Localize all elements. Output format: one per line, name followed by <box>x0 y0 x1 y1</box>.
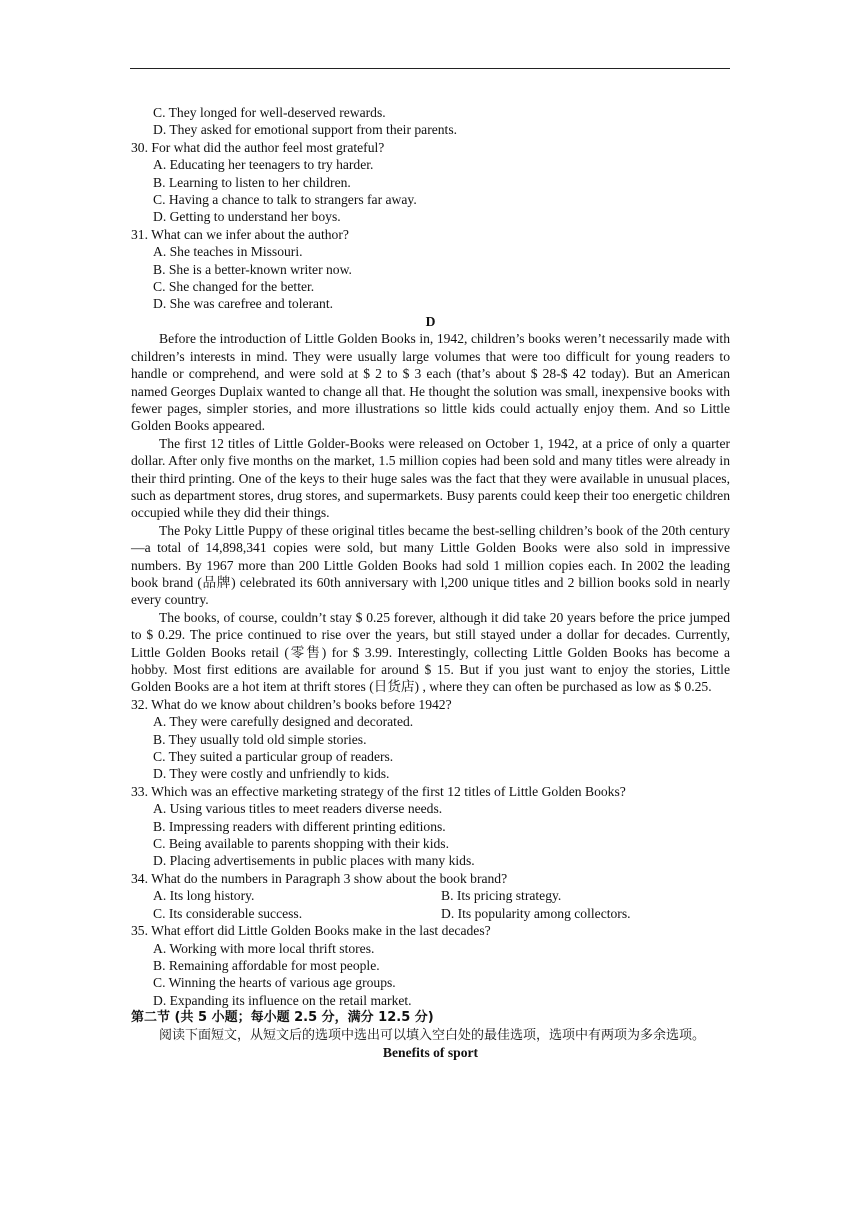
q30-option-c: C. Having a chance to talk to strangers far away. <box>153 192 417 208</box>
q31-option-c: C. She changed for the better. <box>153 279 315 295</box>
q34-option-b: B. Its pricing strategy. <box>441 888 562 904</box>
q29-option-d: D. They asked for emotional support from their parents. <box>153 122 458 138</box>
passage-paragraph-2: The first 12 titles of Little Golder-Books were released on October 1, 1942, at a price of only a quarter dollar. After only five months on the market, 1.5 million copies had been sold and many titles were already in their third printing. One of the keys to their huge sales was the fact that they were available in unusual places, such as department stores, drug stores, and supermarkets. Busy parents could keep their too energetic children occupied while they did their things. <box>131 435 730 521</box>
q30-option-b: B. Learning to listen to her children. <box>153 174 351 190</box>
q34-options-row-2 <box>131 905 730 922</box>
q35-option-c: C. Winning the hearts of various age groups. <box>153 975 396 991</box>
section-d-heading: D <box>425 313 436 329</box>
q34-option-c: C. Its considerable success. <box>153 905 303 921</box>
q33-stem: 33. Which was an effective marketing strategy of the first 12 titles of Little Golden Books? <box>131 783 626 799</box>
q33-option-a: A. Using various titles to meet readers diverse needs. <box>153 801 443 817</box>
q32-option-d: D. They were costly and unfriendly to kids. <box>153 766 390 782</box>
q33-option-b: B. Impressing readers with different printing editions. <box>153 818 446 834</box>
q32-stem: 32. What do we know about children’s books before 1942? <box>131 696 452 712</box>
q29-option-c: C. They longed for well-deserved rewards. <box>153 105 386 120</box>
q33-option-c: C. Being available to parents shopping with their kids. <box>153 836 449 852</box>
q31-option-a: A. She teaches in Missouri. <box>153 244 303 260</box>
q32-option-a: A. They were carefully designed and decorated. <box>153 714 414 730</box>
q30-option-a: A. Educating her teenagers to try harder. <box>153 157 374 173</box>
q33-option-d: D. Placing advertisements in public places with many kids. <box>153 853 475 869</box>
page-content <box>131 104 730 1062</box>
passage-paragraph-4: The books, of course, couldn’t stay $ 0.25 forever, although it did take 20 years before the price jumped to $ 0.29. The price continued to rise over the years, but still stayed under a dollar for decades. Currently, Little Golden Books retail (零售) for $ 3.99. Interestingly, collecting Little Golden Books has become a hobby. Most first editions are available for around $ 15. But if you just want to enjoy the stories, Little Golden Books are a hot item at thrift stores (日货店) , where they can often be purchased as low as $ 0.25. <box>131 609 730 695</box>
part2-heading: 第二节 (共 5 小题；每小题 2.5 分，满分 12.5 分) <box>131 1010 434 1026</box>
q35-option-b: B. Remaining affordable for most people. <box>153 957 380 973</box>
part2-instruction: 阅读下面短文，从短文后的选项中选出可以填入空白处的最佳选项，选项中有两项为多余选项。 <box>159 1027 706 1043</box>
passage-paragraph-3: The Poky Little Puppy of these original titles became the best-selling children’s book of the 20th century—a total of 14,898,341 copies were sold, but many Little Golden Books were also sold in impressive numbers. By 1967 more than 200 Little Golden Books had sold 1 million copies each. In 2002 the leading book brand (品牌) celebrated its 60th anniversary with l,200 unique titles and 2 billion books sold in nearly every country. <box>131 522 730 608</box>
q34-stem: 34. What do the numbers in Paragraph 3 show about the book brand? <box>131 870 508 886</box>
q35-stem: 35. What effort did Little Golden Books make in the last decades? <box>131 923 491 939</box>
q31-stem: 31. What can we infer about the author? <box>131 226 349 242</box>
q35-option-a: A. Working with more local thrift stores. <box>153 940 375 956</box>
q30-stem: 30. For what did the author feel most grateful? <box>131 139 385 155</box>
passage-paragraph-1: Before the introduction of Little Golden Books in, 1942, children’s books weren’t necessarily made with children’s interests in mind. They were usually large volumes that were too difficult for young readers to handle or comprehend, and were sold at $ 2 to $ 3 each (that’s about $ 28-$ 42 today). But an American named Georges Duplaix wanted to change all that. He thought the solution was small, inexpensive books with fewer pages, simpler stories, and more illustrations so little kids could actually enjoy them. And so Little Golden Books appeared. <box>131 331 730 434</box>
q34-option-d: D. Its popularity among collectors. <box>441 905 631 921</box>
q34-options-row-1 <box>131 887 730 904</box>
q32-option-c: C. They suited a particular group of readers. <box>153 749 394 765</box>
q34-option-a: A. Its long history. <box>153 888 255 904</box>
q31-option-d: D. She was carefree and tolerant. <box>153 296 334 312</box>
q35-option-d: D. Expanding its influence on the retail market. <box>153 992 412 1008</box>
q30-option-d: D. Getting to understand her boys. <box>153 209 341 225</box>
part2-title: Benefits of sport <box>382 1045 479 1061</box>
q32-option-b: B. They usually told old simple stories. <box>153 731 367 747</box>
header-rule <box>130 68 730 69</box>
q31-option-b: B. She is a better-known writer now. <box>153 261 352 277</box>
